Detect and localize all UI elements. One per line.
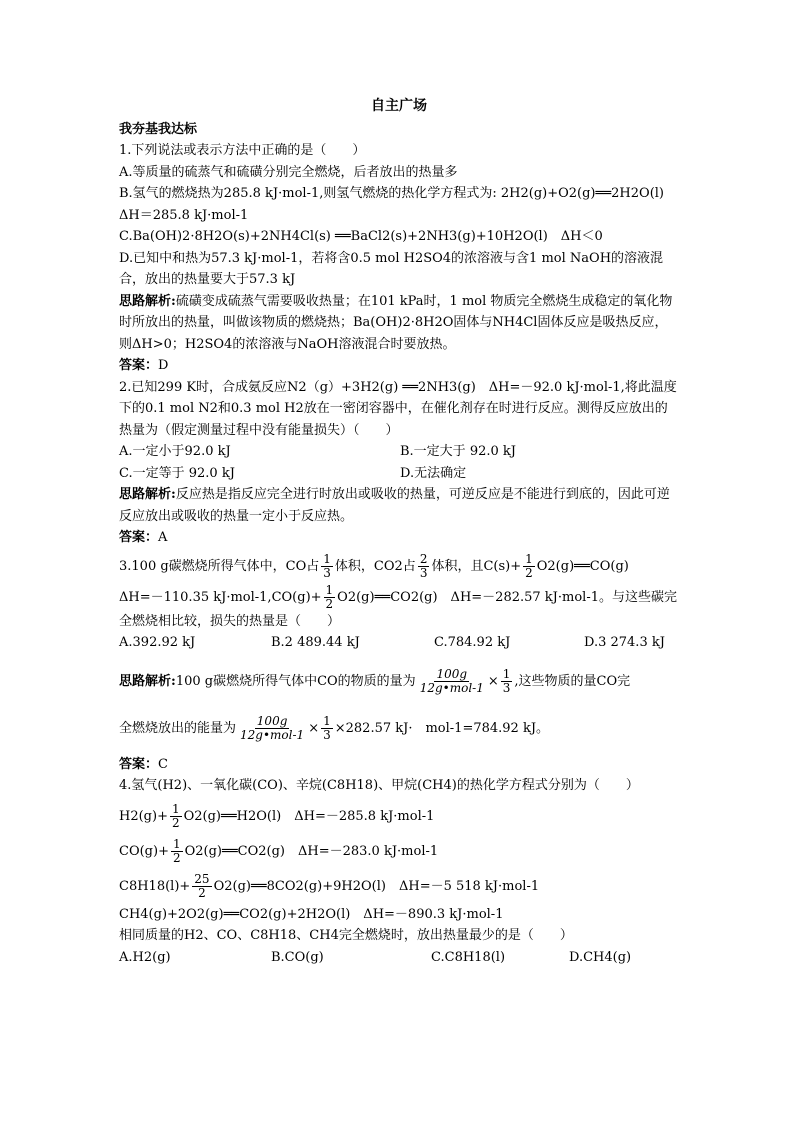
q3-options [119, 632, 679, 654]
text: ΔH=－110.35 kJ·mol-1,CO(g)+ [119, 589, 322, 605]
numerator: 25 [194, 871, 210, 886]
numerator: 1 [525, 551, 533, 566]
fraction-one-third [501, 668, 513, 695]
q4-question: 相同质量的H2、CO、C8H18、CH4完全燃烧时，放出热量最少的是（ ） [119, 928, 573, 943]
fraction-one-half [171, 838, 183, 865]
q3-analysis-line1 [119, 668, 679, 695]
q1-option-a: A.等质量的硫蒸气和硫磺分别完全燃烧，后者放出的热量多 [119, 164, 458, 180]
denominator: 3 [419, 565, 428, 580]
q2-options-row2 [119, 463, 679, 485]
text: 100 g碳燃烧所得气体中CO的物质的量为 [175, 673, 416, 689]
denominator: 3 [323, 565, 331, 580]
fraction-one-half [324, 584, 336, 611]
q4-eq4: CH4(g)+2O2(g)══CO2(g)+2H2O(l) ΔH=－890.3 kJ·mol-1 [119, 906, 504, 922]
page-title: 自主广场 [371, 98, 427, 114]
q1-stem: 1.下列说法或表示方法中正确的是（ ） [119, 143, 366, 158]
q2-option-b: B.一定大于 92.0 kJ [400, 444, 516, 459]
text: 全燃烧放出的能量为 [119, 720, 237, 736]
q4-option-d: D.CH4(g) [569, 949, 632, 965]
text: O2(g)══CO(g) [536, 558, 629, 574]
q3-stem-line2 [119, 584, 679, 611]
q2-analysis [119, 484, 679, 527]
answer-label: 答案： [119, 358, 159, 373]
denominator: 2 [525, 565, 533, 580]
text: O2(g)══8CO2(g)+9H2O(l) ΔH=－5 518 kJ·mol-1 [213, 878, 540, 894]
numerator: 2 [419, 551, 428, 566]
fraction-moles [418, 668, 486, 695]
denominator: 3 [323, 727, 331, 742]
q1-option-b: B.氢气的燃烧热为285.8 kJ·mol-1,则氢气燃烧的热化学方程式为: 2H2(g)+O2(g)══2H2O(l) [119, 186, 664, 201]
q3-option-c: C.784.92 kJ [434, 635, 511, 650]
q4-eq1 [119, 803, 679, 830]
q2-options-row1 [119, 441, 679, 463]
denominator: 2 [171, 815, 180, 830]
denominator: 12g•mol-1 [240, 727, 305, 742]
q3-option-a: A.392.92 kJ [119, 635, 196, 650]
q2-stem: 2.已知299 K时，合成氨反应N2（g）+3H2(g) ══2NH3(g) ΔH=－92.0 kJ·mol-1,将此温度下的0.1 mol N2和0.3 mol H2放在一密闭容器中，在催化剂存在时进行反应。测得反应放出的热量为（假定测量过程中没有能量损失）（ ） [119, 379, 677, 438]
text: O2(g)══CO2(g) ΔH=－282.57 kJ·mol-1。与这些碳完 [337, 589, 677, 605]
answer-value: A [158, 530, 168, 545]
numerator: 1 [172, 836, 181, 851]
text: O2(g)══CO2(g) ΔH=－283.0 kJ·mol-1 [184, 843, 439, 859]
text: × [487, 673, 499, 689]
q4-eq2 [119, 838, 679, 865]
text: 体积，且C(s)+ [431, 558, 522, 574]
text: H2(g)+ [119, 808, 168, 824]
document-page [119, 96, 679, 968]
q1-option-d: D.已知中和热为57.3 kJ·mol-1，若将含0.5 mol H2SO4的浓溶液与含1 mol NaOH的溶液混合，放出的热量要大于57.3 kJ [119, 250, 664, 287]
q4-options [119, 947, 679, 969]
section-heading: 我夯基我达标 [119, 121, 198, 137]
q2-option-d: D.无法确定 [400, 465, 467, 481]
q3-answer [119, 754, 679, 776]
numerator: 1 [323, 713, 331, 728]
analysis-label: 思路解析: [119, 293, 176, 309]
numerator: 100g [256, 713, 288, 728]
answer-label: 答案： [119, 756, 159, 772]
q3-analysis-line2 [119, 715, 679, 742]
fraction-one-half [523, 553, 535, 580]
text: 3.100 g碳燃烧所得气体中，CO占 [119, 558, 320, 574]
numerator: 1 [171, 801, 180, 816]
fraction-two-thirds [418, 553, 430, 580]
text: ×282.57 kJ· mol-1=784.92 kJ。 [334, 720, 550, 736]
analysis-label: 思路解析: [119, 487, 176, 502]
q1-option-b-cont: ΔH＝285.8 kJ·mol-1 [119, 207, 249, 223]
q1-answer [119, 355, 679, 377]
q4-eq3 [119, 873, 679, 900]
q4-option-c: C.C8H18(l) [431, 949, 506, 965]
fraction-one-half [170, 803, 182, 830]
fraction-one-third [321, 553, 333, 580]
q2-option-c: C.一定等于 92.0 kJ [119, 465, 235, 481]
q3-option-d: D.3 274.3 kJ [584, 635, 665, 650]
text: ,这些物质的量CO完 [514, 673, 631, 689]
numerator: 1 [323, 551, 331, 566]
text: CO(g)+ [119, 843, 169, 859]
analysis-text: 硫磺变成硫蒸气需要吸收热量；在101 kPa时，1 mol 物质完全燃烧生成稳定的氧化物时所放出的热量，叫做该物质的燃烧热；Ba(OH)2·8H2O固体与NH4Cl固体反应是吸热反应，则ΔH>0；H2SO4的浓溶液与NaOH溶液混合时要放热。 [119, 293, 673, 352]
denominator: 3 [502, 680, 511, 695]
numerator: 1 [325, 582, 334, 597]
denominator: 2 [325, 596, 334, 611]
q2-option-a: A.一定小于92.0 kJ [119, 444, 231, 459]
analysis-label: 思路解析: [119, 673, 176, 689]
q1-analysis [119, 291, 679, 356]
text: 体积，CO2占 [334, 558, 416, 574]
q1-option-c: C.Ba(OH)2·8H2O(s)+2NH4Cl(s) ══BaCl2(s)+2NH3(g)+10H2O(l) ΔH＜0 [119, 229, 603, 244]
answer-value: D [158, 358, 169, 373]
denominator: 2 [198, 885, 206, 900]
answer-value: C [158, 756, 168, 772]
q3-stem-line1 [119, 553, 679, 580]
analysis-text: 反应热是指反应完全进行时放出或吸收的热量，可逆反应是不能进行到底的，因此可逆反应放出或吸收的热量一定小于反应热。 [119, 487, 670, 524]
text: C8H18(l)+ [119, 878, 191, 894]
q4-option-b: B.CO(g) [271, 949, 324, 965]
text: × [308, 720, 320, 736]
numerator: 1 [502, 666, 511, 681]
q4-option-a: A.H2(g) [119, 949, 171, 965]
q3-option-b: B.2 489.44 kJ [271, 635, 360, 650]
numerator: 100g [436, 666, 468, 681]
fraction-25-halves [192, 873, 211, 900]
fraction-moles [238, 715, 306, 742]
q4-stem: 4.氢气(H2)、一氧化碳(CO)、辛烷(C8H18)、甲烷(CH4)的热化学方程式分别为（ ） [119, 778, 639, 793]
q3-stem-line3: 全燃烧相比较，损失的热量是（ ） [119, 613, 341, 629]
text: O2(g)══H2O(l) ΔH=－285.8 kJ·mol-1 [183, 808, 435, 824]
answer-label: 答案： [119, 530, 159, 545]
fraction-one-third [321, 715, 333, 742]
denominator: 2 [172, 850, 181, 865]
denominator: 12g•mol-1 [419, 680, 484, 695]
q2-answer [119, 527, 679, 549]
